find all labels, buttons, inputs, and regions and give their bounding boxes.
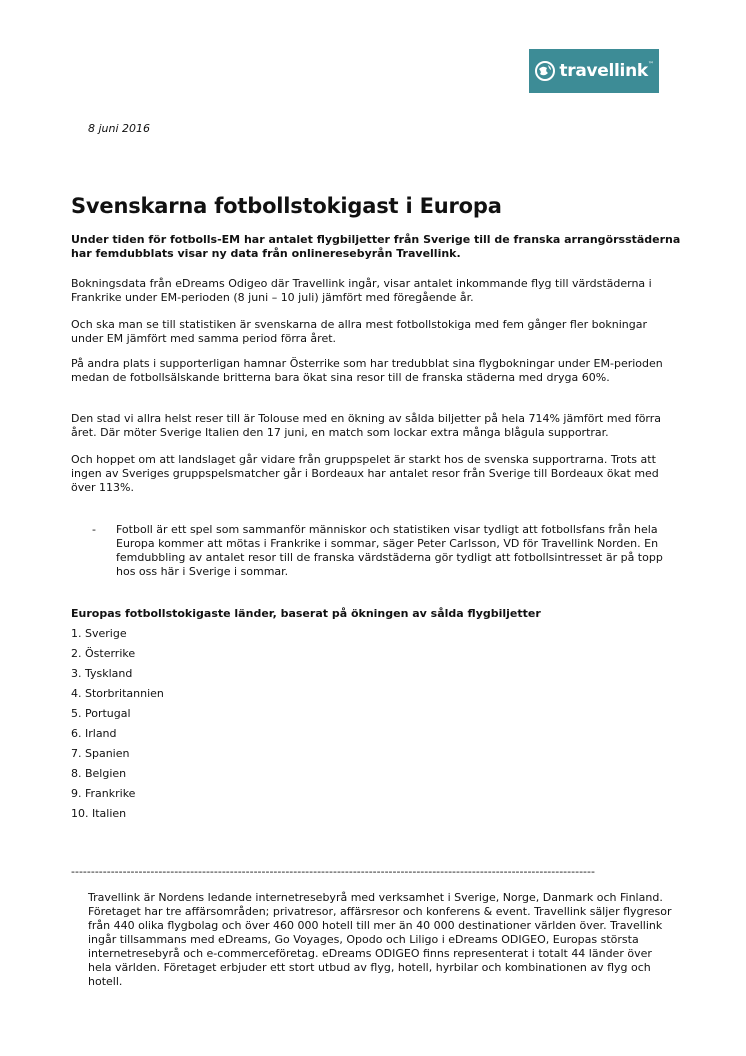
ranking-list-title: Europas fotbollstokigaste länder, baserat på ökningen av sålda flygbiljetter [71, 607, 541, 620]
body-paragraph-3: På andra plats i supporterligan hamnar Österrike som har tredubblat sina flygbokningar under EM-perioden medan de fotbollsälskande britterna bara ökat sina resor till de franska städerna med dryga 60%. [71, 357, 663, 384]
travellink-logo [529, 49, 659, 93]
list-item: 8. Belgien [71, 767, 127, 780]
ranking-list [71, 627, 164, 827]
body-paragraph-1: Bokningsdata från eDreams Odigeo där Travellink ingår, visar antalet inkommande flyg till värdstäderna i Frankrike under EM-perioden (8 juni – 10 juli) jämfört med föregående år. [71, 277, 652, 304]
page-title: Svenskarna fotbollstokigast i Europa [71, 194, 502, 218]
list-item: 5. Portugal [71, 707, 131, 720]
company-boilerplate: Travellink är Nordens ledande internetresebyrå med verksamhet i Sverige, Norge, Danmark och Finland. Företaget har tre affärsområden; privatresor, affärsresor och konferens & event. Travellink säljer flygresor från 440 olika flygbolag och över 460 000 hotell till mer än 40 000 destinationer världen över. Travellink ingår tillsammans med eDreams, Go Voyages, Opodo och Liligo i eDreams ODIGEO, Europas största internetresebyrå och e-commerceföretag. eDreams ODIGEO finns representerat i totalt 44 länder över hela världen. Företaget erbjuder ett stort utbud av flyg, hotell, hyrbilar och kombinationen av flyg och hotell. [88, 891, 672, 988]
dashed-divider: ------------------------------------------------------------------------------------------------------------------------------------ [71, 866, 595, 878]
lead-paragraph: Under tiden för fotbolls-EM har antalet flygbiljetter från Sverige till de franska arrangörsstäderna har femdubblats visar ny data från onlineresebyrån Travellink. [71, 233, 681, 260]
list-item: 7. Spanien [71, 747, 130, 760]
list-item: 9. Frankrike [71, 787, 136, 800]
body-paragraph-4: Den stad vi allra helst reser till är Tolouse med en ökning av sålda biljetter på hela 714% jämfört med förra året. Där möter Sverige Italien den 17 juni, en match som lockar extra många blågula supportrar. [71, 412, 662, 439]
quote-bullet [92, 523, 682, 579]
list-item: 1. Sverige [71, 627, 127, 640]
press-release-date: 8 juni 2016 [88, 122, 151, 135]
globe-icon [534, 60, 556, 82]
list-item: 3. Tyskland [71, 667, 133, 680]
list-item: 6. Irland [71, 727, 117, 740]
logo-wordmark: travellink™ [559, 61, 654, 81]
body-paragraph-2: Och ska man se till statistiken är svenskarna de allra mest fotbollstokiga med fem gånger fler bokningar under EM jämfört med samma period förra året. [71, 318, 647, 345]
body-paragraph-5: Och hoppet om att landslaget går vidare från gruppspelet är starkt hos de svenska supportrarna. Trots att ingen av Sveriges gruppspelsmatcher går i Bordeaux har antalet resor från Sverige till Bordeaux ökat med över 113%. [71, 453, 659, 494]
bullet-dash: - [92, 523, 96, 536]
quote-text: Fotboll är ett spel som sammanför människor och statistiken visar tydligt att fotbollsfans från hela Europa kommer att mötas i Frankrike i sommar, säger Peter Carlsson, VD för Travellink Norden. En femdubbling av antalet resor till de franska värdstäderna gör tydligt att fotbollsintresset är på topp hos oss här i Sverige i sommar. [116, 523, 663, 578]
list-item: 2. Österrike [71, 647, 136, 660]
list-item: 10. Italien [71, 807, 127, 820]
list-item: 4. Storbritannien [71, 687, 164, 700]
